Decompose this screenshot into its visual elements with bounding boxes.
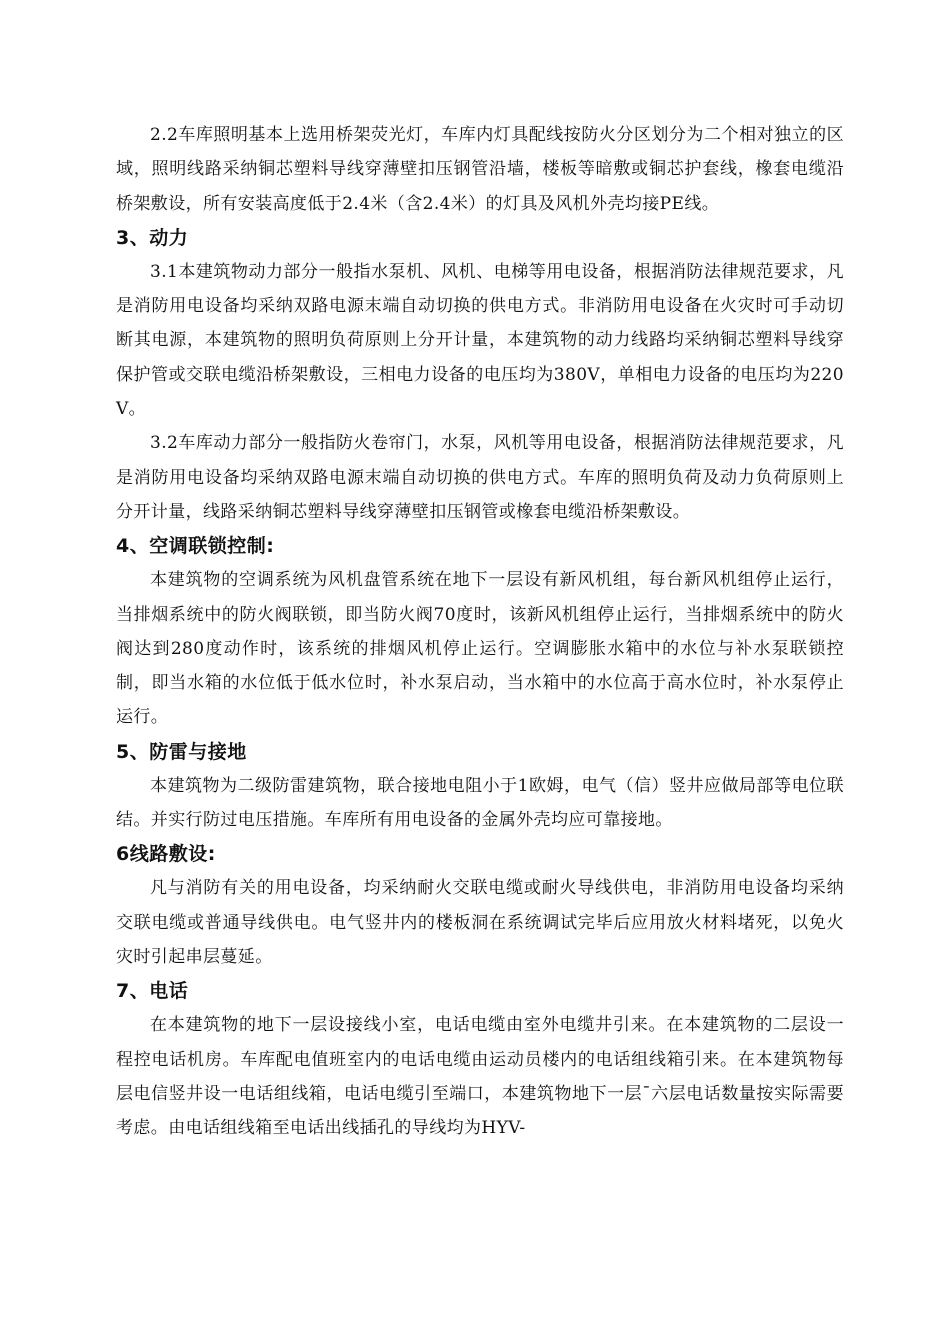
paragraph-lightning: 本建筑物为二级防雷建筑物，联合接地电阻小于1欧姆，电气（信）竖井应做局部等电位联结。并实行防过电压措施。车库所有用电设备的金属外壳均应可靠接地。 [116,775,844,831]
heading-hvac-interlock: 4、空调联锁控制: [116,535,275,558]
paragraph-2-2: 2.2车库照明基本上选用桥架荧光灯，车库内灯具配线按防火分区划分为二个相对独立的区域，照明线路采纳铜芯塑料导线穿薄壁扣压钢管沿墙，楼板等暗敷或铜芯护套线，橡套电缆沿桥架敷设，所有安装高度低于2.4米（含2.4米）的灯具及风机外壳均接PE线。 [116,125,844,214]
paragraph-telephone: 在本建筑物的地下一层设接线小室，电话电缆由室外电缆井引来。在本建筑物的二层设一程控电话机房。车库配电值班室内的电话电缆由运动员楼内的电话组线箱引来。在本建筑物每层电信竖井设一电话组线箱，电话电缆引至端口，本建筑物地下一层¯六层电话数量按实际需要考虑。由电话组线箱至电话出线插孔的导线均为HYV- [116,1015,844,1139]
heading-wiring: 6线路敷设: [116,843,216,866]
paragraph-hvac: 本建筑物的空调系统为风机盘管系统在地下一层设有新风机组，每台新风机组停止运行，当排烟系统中的防火阀联锁，即当防火阀70度时，该新风机组停止运行，当排烟系统中的防火阀达到280度动作时，该系统的排烟风机停止运行。空调膨胀水箱中的水位与补水泵联锁控制，即当水箱的水位低于低水位时，补水泵启动，当水箱中的水位高于高水位时，补水泵停止运行。 [116,570,844,728]
heading-power: 3、动力 [116,226,189,249]
paragraph-3-1: 3.1本建筑物动力部分一般指水泵机、风机、电梯等用电设备，根据消防法律规范要求，凡是消防用电设备均采纳双路电源末端自动切换的供电方式。非消防用电设备在火灾时可手动切断其电源，本建筑物的照明负荷原则上分开计量，本建筑物的动力线路均采纳铜芯塑料导线穿保护管或交联电缆沿桥架敷设，三相电力设备的电压均为380V，单相电力设备的电压均为220V。 [116,261,844,420]
heading-telephone: 7、电话 [116,980,189,1003]
document-page [116,118,844,1145]
heading-lightning-grounding: 5、防雷与接地 [116,740,247,763]
paragraph-wiring: 凡与消防有关的用电设备，均采纳耐火交联电缆或耐火导线供电，非消防用电设备均采纳交联电缆或普通导线供电。电气竖井内的楼板洞在系统调试完毕后应用放火材料堵死，以免火灾时引起串层蔓延。 [116,878,844,967]
paragraph-3-2: 3.2车库动力部分一般指防火卷帘门，水泵，风机等用电设备，根据消防法律规范要求，凡是消防用电设备均采纳双路电源末端自动切换的供电方式。车库的照明负荷及动力负荷原则上分开计量，线路采纳铜芯塑料导线穿薄壁扣压钢管或橡套电缆沿桥架敷设。 [116,433,844,522]
